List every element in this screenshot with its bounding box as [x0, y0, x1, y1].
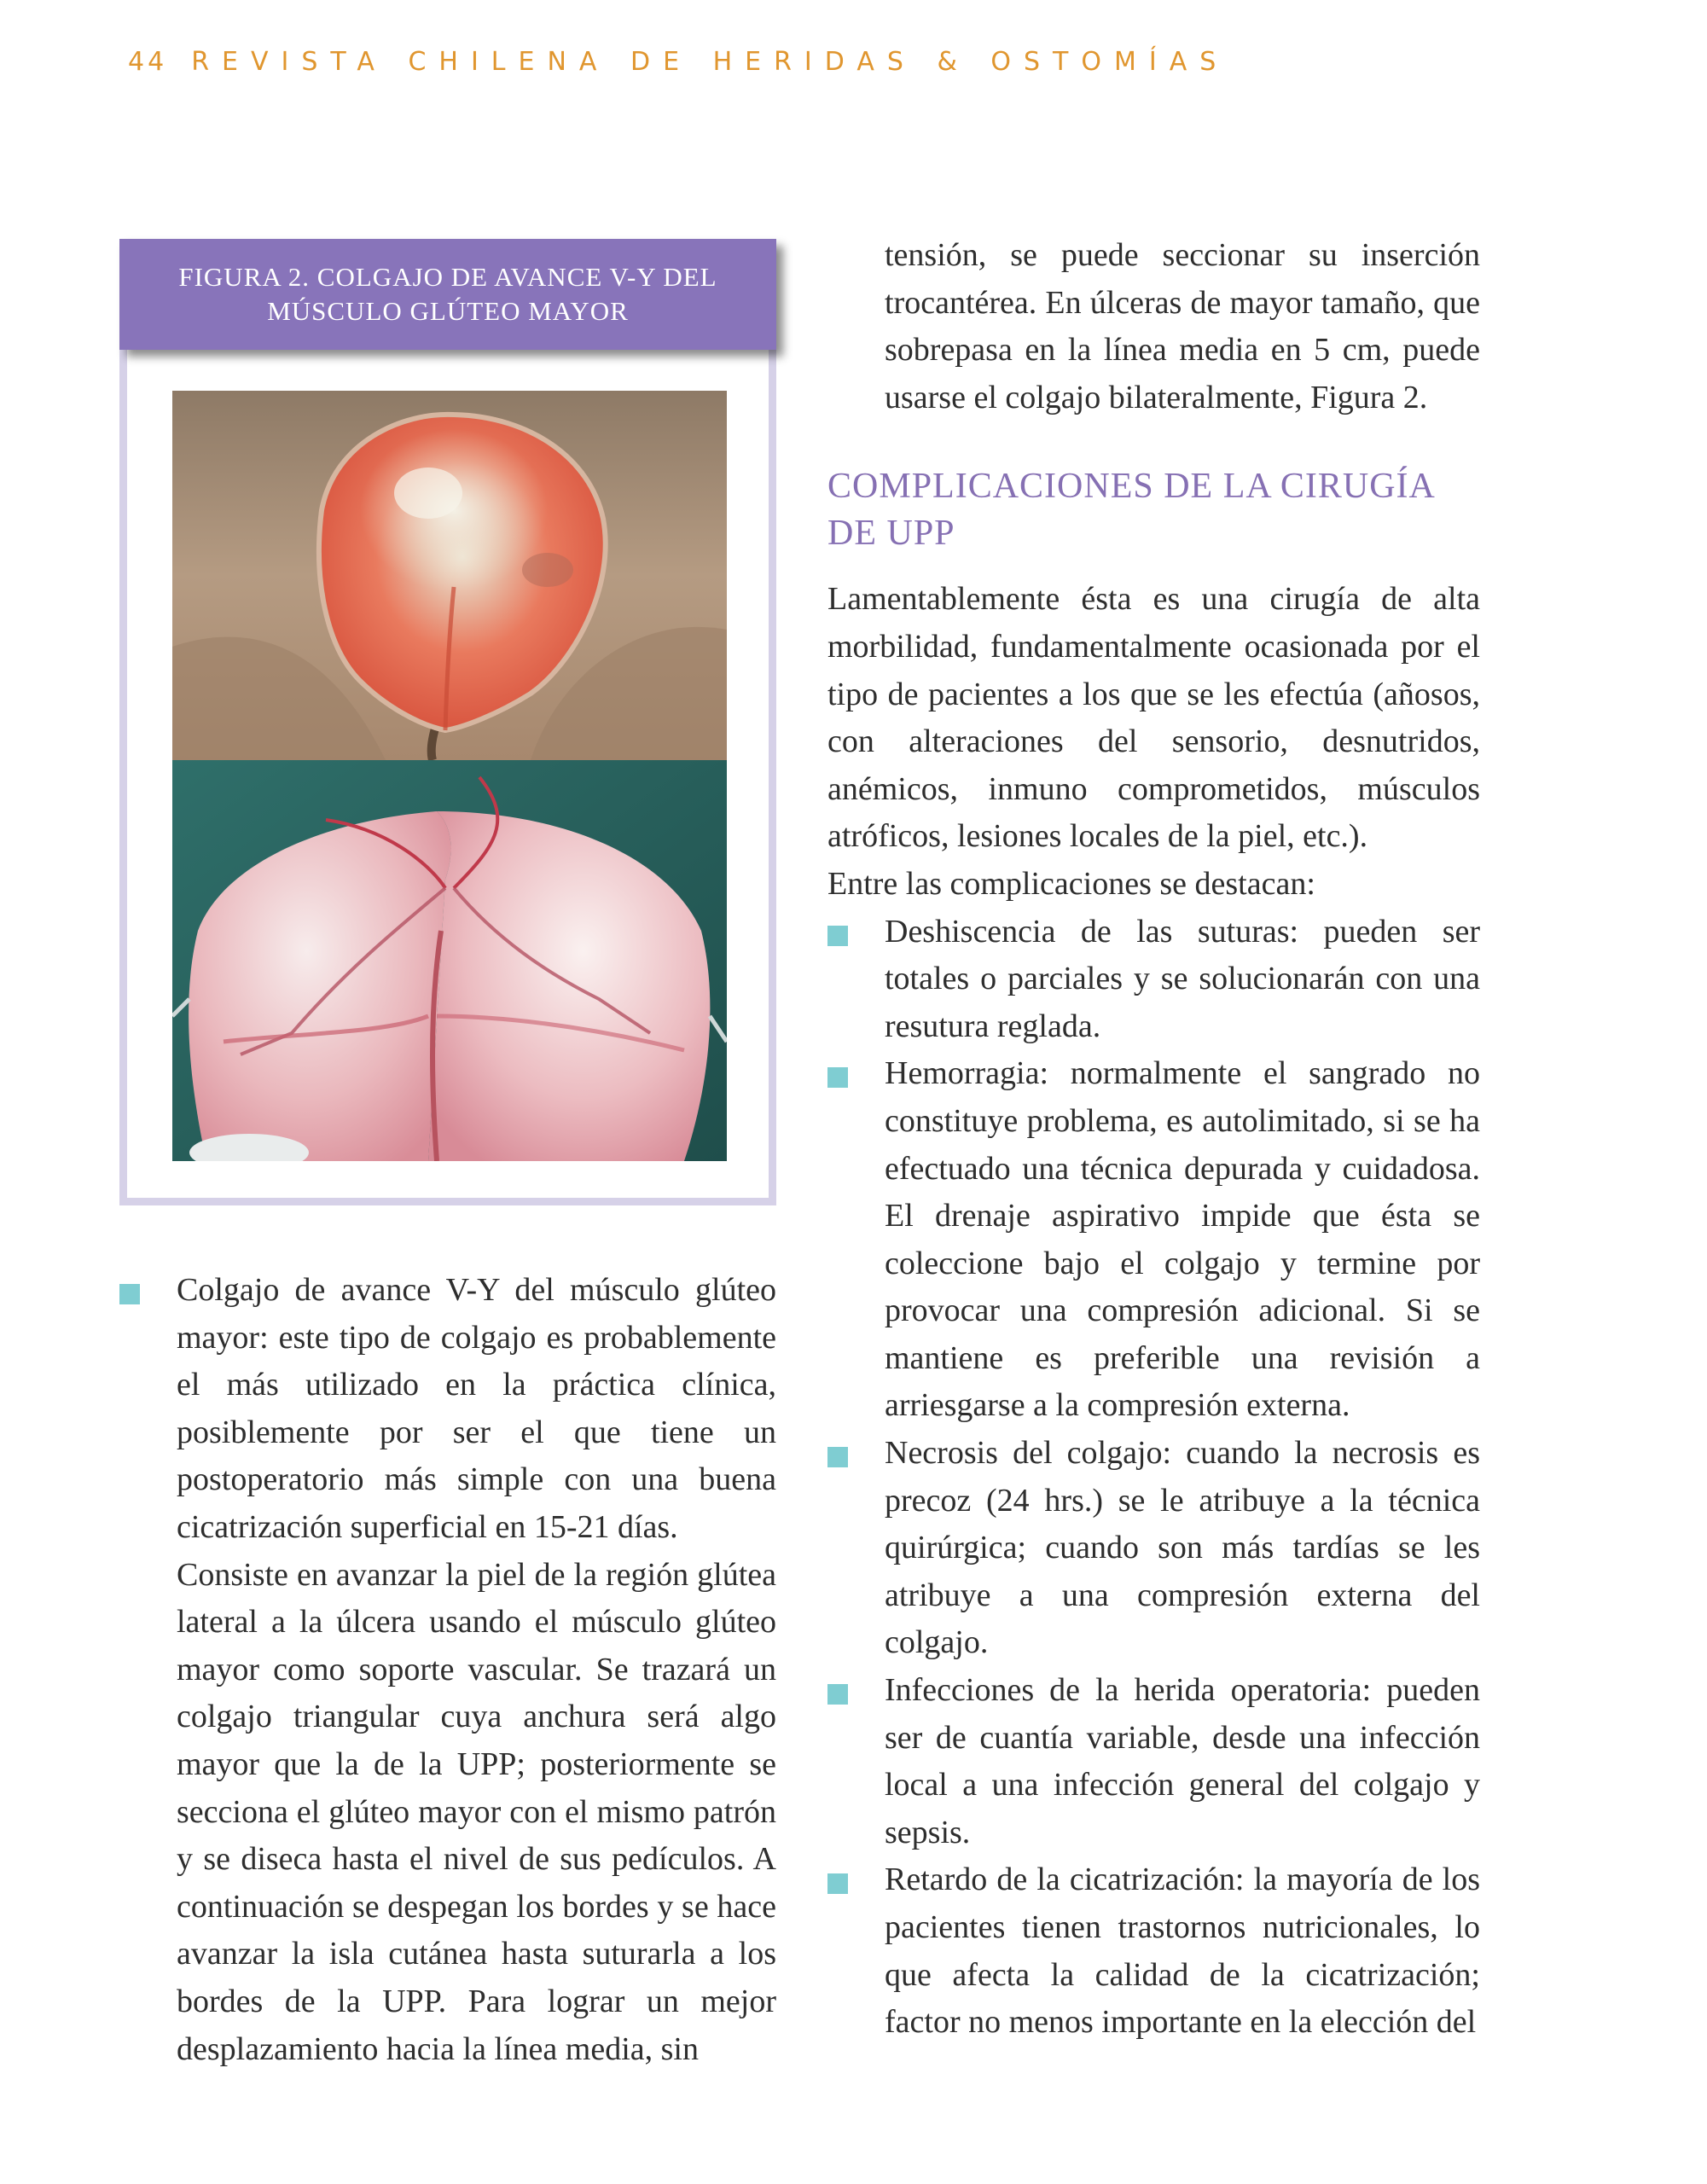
flap-technique-list — [119, 1267, 776, 1552]
complications-lead: Entre las complicaciones se destacan: — [827, 865, 1315, 902]
complication-item: Hemorragia: normalmente el sangrado no constituye problema, es autolimitado, si se ha efectuado una técnica depurada y cuidadosa. El drenaje aspirativo impide que ésta se coleccione bajo el colgajo y termine por provocar una compresión adicional. Si se mantiene es preferible una revisión a arriesgarse a la compresión externa. — [827, 1050, 1480, 1430]
complication-item: Infecciones de la herida operatoria: pueden ser de cuantía variable, desde una infección local a una infección general del colgajo y sepsis. — [827, 1667, 1480, 1856]
section-heading: COMPLICACIONES DE LA CIRUGÍA DE UPP — [827, 467, 1434, 554]
flap-technique-paragraph: Consiste en avanzar la piel de la región glútea lateral a la úlcera usando el músculo glúteo mayor como soporte vascular. Se trazará un colgajo triangular cuya anchura será algo mayor que la de la UPP; posteriormente se secciona el glúteo mayor con el mismo patrón y se diseca hasta el nivel de sus pedículos. A continuación se despegan los bordes y se hace avanzar la isla cutánea hasta suturarla a los bordes de la UPP. Para lograr un mejor desplazamiento hacia la línea media, sin — [177, 1556, 776, 2067]
complication-item: Necrosis del colgajo: cuando la necrosis es precoz (24 hrs.) se le atribuye a la técnica quirúrgica; cuando son más tardías se les atribuye a una compresión externa del colgajo. — [827, 1430, 1480, 1667]
journal-title: REVISTA CHILENA DE HERIDAS & OSTOMÍAS — [191, 47, 1229, 77]
flap-photo — [172, 760, 727, 1161]
flap-technique-item: Colgajo de avance V-Y del músculo glúteo mayor: este tipo de colgajo es probablemente el más utilizado en la práctica clínica, posiblemente por ser el que tiene un postoperatorio más simple con una buena cicatrización superficial en 15-21 días. — [119, 1267, 776, 1552]
figure-caption-line-1: FIGURA 2. COLGAJO DE AVANCE V-Y DEL — [178, 262, 717, 292]
page-number: 44 — [128, 47, 168, 77]
left-column — [119, 1267, 776, 2073]
complications-intro: Lamentablemente ésta es una cirugía de alta morbilidad, fundamentalmente ocasionada por el tipo de pacientes a los que se les efectúa (añosos, con alteraciones del sensorio, desnutridos, anémicos, inmuno comprometidos, músculos atróficos, lesiones locales de la piel, etc.). — [827, 581, 1480, 855]
ulcer-photo — [172, 391, 727, 760]
running-header — [128, 47, 1228, 77]
figure-caption-line-2: MÚSCULO GLÚTEO MAYOR — [267, 296, 629, 326]
complication-item: Retardo de la cicatrización: la mayoría de los pacientes tienen trastornos nutricionales, lo que afecta la calidad de la cicatrización; factor no menos importante en la elección del — [827, 1856, 1480, 2046]
figure-caption — [119, 239, 776, 350]
right-column — [827, 232, 1480, 2047]
right-continuation-paragraph: tensión, se puede seccionar su inserción trocantérea. En úlceras de mayor tamaño, que sobrepasa en la línea media en 5 cm, puede usarse el colgajo bilateralmente, Figura 2. — [885, 237, 1480, 415]
complications-list — [827, 909, 1480, 2047]
complication-item: Deshiscencia de las suturas: pueden ser totales o parciales y se solucionarán con una resutura reglada. — [827, 909, 1480, 1051]
